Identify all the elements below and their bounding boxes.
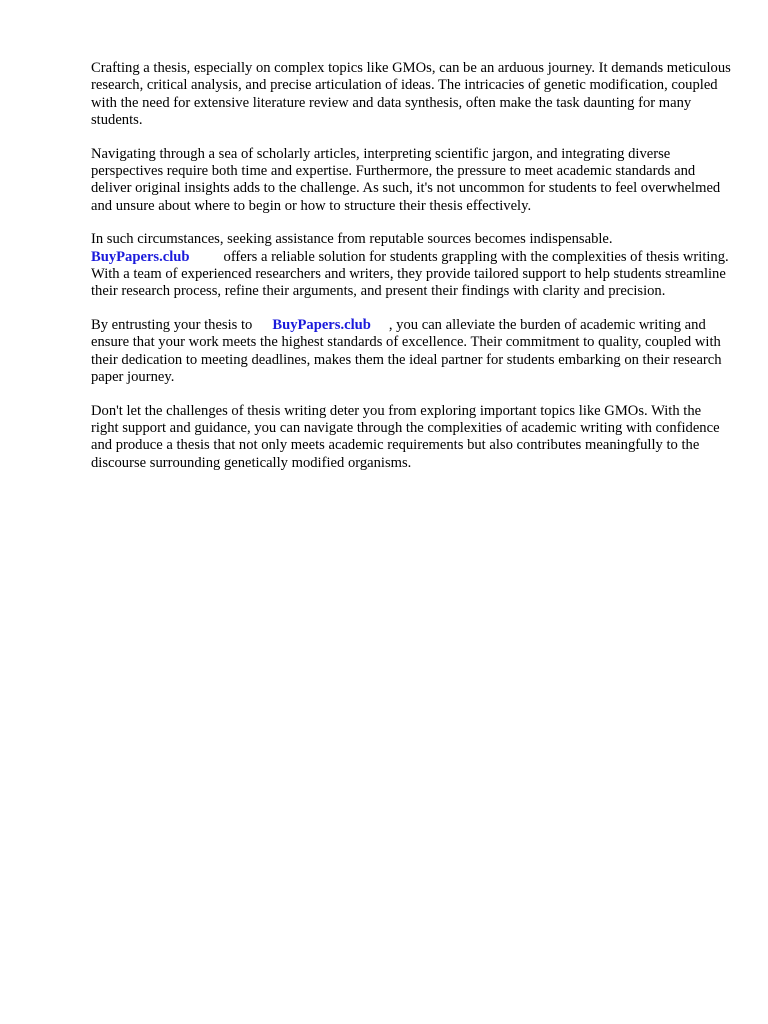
- paragraph-assistance: [91, 231, 731, 301]
- paragraph-challenges: Navigating through a sea of scholarly articles, interpreting scientific jargon, and integrating diverse perspectives require both time and expertise. Furthermore, the pressure to meet academic standards and deliver original insights adds to the challenge. As such, it's not uncommon for students to feel overwhelmed and unsure about where to begin or how to structure their thesis effectively.: [91, 145, 721, 214]
- document-page: [91, 60, 731, 472]
- buypapers-link[interactable]: BuyPapers.club: [91, 248, 190, 265]
- paragraph-entrusting: [91, 317, 731, 387]
- paragraph-conclusion: Don't let the challenges of thesis writing deter you from exploring important topics like GMOs. With the right support and guidance, you can navigate through the complexities of academic writing with confidence and produce a thesis that not only meets academic requirements but also contributes meaningfully to the discourse surrounding genetically modified organisms.: [91, 402, 720, 471]
- paragraph-assistance-rest: offers a reliable solution for students grappling with the complexities of thesis writing. With a team of experienced researchers and writers, they provide tailored support to help students streamline their research process, refine their arguments, and present their findings with clarity and precision.: [91, 248, 729, 300]
- paragraph-intro: Crafting a thesis, especially on complex topics like GMOs, can be an arduous journey. It demands meticulous research, critical analysis, and precise articulation of ideas. The intricacies of genetic modification, coupled with the need for extensive literature review and data synthesis, often make the task daunting for many students.: [91, 60, 731, 129]
- paragraph-entrusting-rest: , you can alleviate the burden of academic writing and ensure that your work meets the highest standards of excellence. Their commitment to quality, coupled with their dedication to meeting deadlines, makes them the ideal partner for students embarking on their research paper journey.: [91, 316, 722, 386]
- paragraph-assistance-lead: In such circumstances, seeking assistance from reputable sources becomes indispensable.: [91, 231, 613, 248]
- buypapers-link-2[interactable]: BuyPapers.club: [272, 316, 371, 333]
- paragraph-entrusting-lead: By entrusting your thesis to: [91, 316, 253, 333]
